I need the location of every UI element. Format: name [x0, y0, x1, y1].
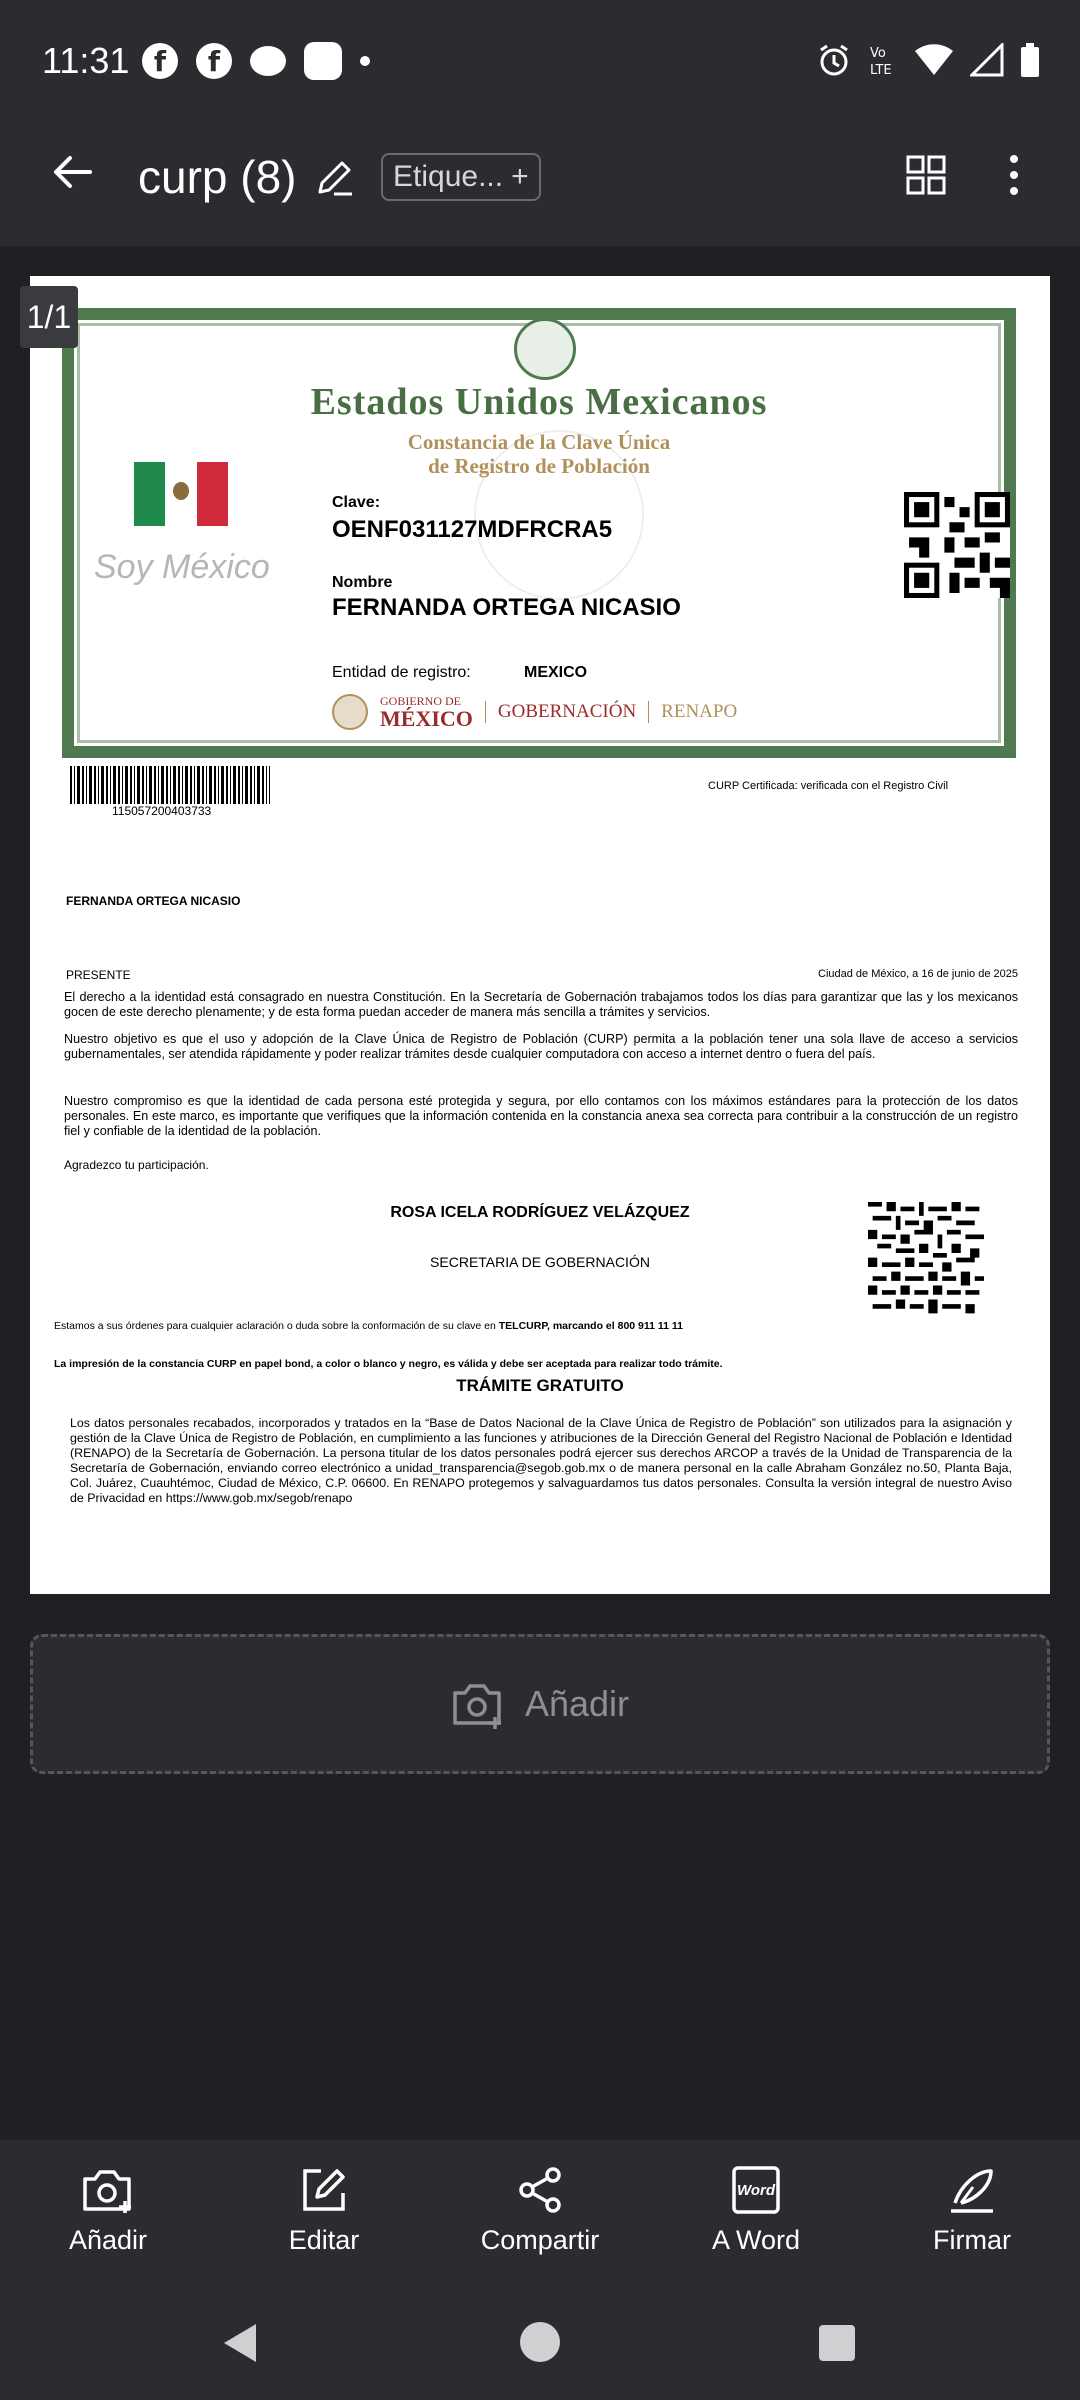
toolbar-word-label: A Word [711, 2224, 801, 2255]
word-icon [731, 2165, 781, 2215]
svg-text:LTE: LTE [870, 63, 892, 78]
print-note: La impresión de la constancia CURP en papel bond, a color o blanco y negro, es válida y debe ser aceptada para realizar todo trámite. [54, 1358, 723, 1370]
svg-text:Vo: Vo [870, 46, 886, 61]
plus-icon: + [511, 160, 529, 193]
contact-text: Estamos a sus órdenes para cualquier aclaración o duda sobre la conformación de su clave en [54, 1320, 499, 1332]
nombre-label: Nombre [332, 574, 393, 591]
toolbar-share-label: Compartir [480, 2224, 600, 2255]
add-tag-button[interactable] [381, 153, 541, 201]
nav-home-icon[interactable] [518, 2320, 562, 2364]
paragraph-3: Nuestro compromiso es que la identidad de cada persona esté protegida y segura, por ello contamos con los máximos estándares para la protección de los datos personales. En este marco, es importante que verifiques que la información contenida en la constancia anexa sea correcta para contribuir a la construcción de un registro fiel y confiable de la identidad de la población. [64, 1094, 1018, 1138]
edit-icon [299, 2165, 349, 2215]
battery-icon [1020, 43, 1040, 77]
privacy-notice: Los datos personales recabados, incorporados y tratados en la “Base de Datos Nacional de la Clave Única de Registro de Población” son utilizados para la asignación y gestión de la Clave Única de Registro de Población, en cumplimiento a las funciones y atribuciones de la Dirección General del Registro Nacional de Población e Identidad (RENAPO) de la Secretaría de Gobernación. La persona titular de los datos personales podrá ejercer sus derechos ARCOP a través de la Unidad de Transparencia de la Secretaría de Gobernación, enviando correo electrónico a unidad_transparencia@segob.gob.mx o de manera personal en la calle Abraham González no.50, Planta Baja, Col. Juárez, Cuauhtémoc, Ciudad de México, C.P. 06600. En RENAPO protegemos y salvaguardamos tus datos personales. Consulta la versión integral de nuestro Aviso de Privacidad en https://www.gob.mx/segob/renapo [70, 1416, 1012, 1505]
recipient-name: FERNANDA ORTEGA NICASIO [66, 894, 241, 908]
toolbar-add-button[interactable] [0, 2140, 216, 2280]
document-page[interactable] [30, 276, 1050, 1594]
status-bar [0, 0, 1080, 120]
barcode [70, 766, 270, 804]
contact-line [54, 1320, 683, 1332]
nav-back-icon[interactable] [222, 2322, 260, 2364]
entidad-label: Entidad de registro: [332, 664, 471, 681]
document-title[interactable]: curp (8) [138, 151, 297, 203]
system-navigation-bar [0, 2280, 1080, 2400]
contact-phone: TELCURP, marcando el 800 911 11 11 [498, 1320, 684, 1332]
mexico-flag [134, 462, 228, 526]
thanks-text: Agradezco tu participación. [64, 1158, 209, 1172]
curp-certificate [62, 308, 1016, 758]
tag-label: Etique... [393, 160, 504, 193]
signer-name: ROSA ICELA RODRÍGUEZ VELÁZQUEZ [390, 1204, 690, 1221]
barcode-number: 115057200403733 [112, 804, 212, 818]
paragraph-2: Nuestro objetivo es que el uso y adopción de la Clave Única de Registro de Población (CURP) permita a la población tener una sola llave de acceso a servicios gubernamentales, ser atendida rápidamente y poder realizar trámites desde cualquier computadora con acceso a internet dentro o fuera del país. [64, 1032, 1018, 1061]
nav-recents-icon[interactable] [818, 2324, 856, 2362]
system-icons [816, 42, 1040, 78]
certificate-qr-code [904, 492, 1010, 598]
wifi-icon [914, 43, 954, 77]
more-notifications-icon [360, 56, 370, 66]
nombre-value: FERNANDA ORTEGA NICASIO [332, 594, 681, 621]
subheading-line-1: Constancia de la Clave Única [407, 430, 671, 454]
presente-label: PRESENTE [66, 968, 131, 982]
toolbar-edit-button[interactable] [216, 2140, 432, 2280]
gobierno-small-text: GOBIERNO DE [380, 693, 461, 708]
signature-pen-icon [947, 2165, 997, 2215]
entidad-value: MEXICO [524, 664, 588, 681]
gobierno-big-text: MÉXICO [380, 705, 473, 731]
bottom-toolbar [0, 2140, 1080, 2280]
gobierno-de-mexico-logo [380, 695, 473, 730]
camera-plus-icon [81, 2165, 135, 2215]
volte-icon [868, 42, 898, 78]
place-date: Ciudad de México, a 16 de junio de 2025 [818, 968, 1018, 980]
grid-view-icon[interactable] [906, 155, 946, 195]
renapo-logo: RENAPO [648, 701, 737, 723]
clave-label: Clave: [332, 494, 381, 511]
word-icon-text: Word [736, 2181, 776, 2199]
certified-note: CURP Certificada: verificada con el Registro Civil [708, 780, 949, 792]
free-label: TRÁMITE GRATUITO [456, 1376, 624, 1395]
notification-icons [142, 42, 370, 80]
share-icon [515, 2165, 565, 2215]
add-page-label: Añadir [524, 1683, 630, 1724]
camera-plus-icon [451, 1679, 503, 1729]
subheading-line-2: de Registro de Población [428, 454, 650, 478]
paragraph-1: El derecho a la identidad está consagrado en nuestra Constitución. En la Secretaría de Gobernación trabajamos todos los días para garantizar que las y los mexicanos gocen de este derecho plenamente; y de esta forma puedan acceder de manera más sencilla a trámites y servicios. [64, 990, 1018, 1019]
clock: 11:31 [42, 40, 130, 81]
toolbar-share-button[interactable] [432, 2140, 648, 2280]
gobierno-seal [332, 694, 368, 730]
add-page-button[interactable] [30, 1634, 1050, 1774]
government-logos [332, 694, 737, 730]
gobernacion-logo: GOBERNACIÓN [485, 701, 636, 723]
soy-mexico-logo: Soy México [94, 548, 270, 586]
clave-value: OENF031127MDFRCRA5 [332, 516, 613, 543]
page-indicator: 1/1 [20, 286, 78, 348]
app-bar [0, 120, 1080, 246]
toolbar-edit-label: Editar [288, 2224, 360, 2255]
app-notification-icon [304, 42, 342, 80]
certificate-heading: Estados Unidos Mexicanos [310, 381, 768, 423]
rename-pencil-icon[interactable] [314, 156, 356, 198]
alarm-icon [816, 42, 852, 78]
signature-qr-code [868, 1202, 984, 1318]
messenger-icon [250, 46, 286, 76]
toolbar-sign-button[interactable] [864, 2140, 1080, 2280]
national-emblem [514, 318, 576, 380]
more-options-icon[interactable] [1004, 153, 1024, 197]
facebook-icon: f [196, 43, 232, 79]
toolbar-sign-label: Firmar [933, 2224, 1011, 2255]
toolbar-add-label: Añadir [68, 2224, 148, 2255]
signal-icon [970, 43, 1004, 77]
toolbar-word-button[interactable] [648, 2140, 864, 2280]
facebook-icon: f [142, 43, 178, 79]
back-arrow-icon[interactable] [50, 150, 94, 194]
signer-title: SECRETARIA DE GOBERNACIÓN [430, 1254, 650, 1270]
